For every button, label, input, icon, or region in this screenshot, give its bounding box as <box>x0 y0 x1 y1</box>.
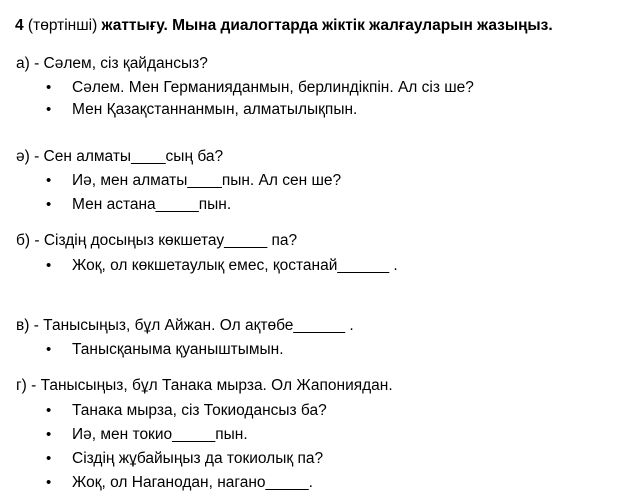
bullet-icon <box>46 172 72 190</box>
dialog-e-answer-1 <box>46 172 341 190</box>
dialog-g-answer-2 <box>46 426 248 444</box>
exercise-instruction: жаттығу. Мына диалогтарда жіктік жалғауларын жазыңыз. <box>101 17 553 34</box>
bullet-icon <box>46 402 72 420</box>
bullet-icon <box>46 101 72 119</box>
bullet-icon <box>46 426 72 444</box>
answer-text: Мен Қазақстаннанмын, алматылықпын. <box>72 101 358 118</box>
answer-text: Сіздің жұбайыңыз да токиолық па? <box>72 450 324 467</box>
answer-text: Иә, мен алматы____пын. Ал сен ше? <box>72 172 342 189</box>
bullet-icon <box>46 474 72 492</box>
answer-text: Танака мырза, сіз Токиодансыз ба? <box>72 402 327 419</box>
dialog-v-question: в) - Танысыңыз, бұл Айжан. Ол ақтөбе______ . <box>16 317 354 334</box>
exercise-heading <box>15 17 553 35</box>
dialog-g-question: г) - Танысыңыз, бұл Танака мырза. Ол Жапониядан. <box>16 377 393 394</box>
dialog-b-answer-1 <box>46 257 398 275</box>
dialog-g-answer-3 <box>46 450 323 468</box>
dialog-a-question: а) - Сәлем, сіз қайдансыз? <box>16 55 208 72</box>
answer-text: Жоқ, ол көкшетаулық емес, қостанай______ . <box>72 257 398 274</box>
dialog-e-question: ә) - Сен алматы____сың ба? <box>16 148 224 165</box>
answer-text: Мен астана_____пын. <box>72 196 232 213</box>
bullet-icon <box>46 341 72 359</box>
dialog-g-answer-4 <box>46 474 313 492</box>
dialog-b-question: б) - Сіздің досыңыз көкшетау_____ па? <box>16 232 298 249</box>
dialog-g-answer-1 <box>46 402 327 420</box>
bullet-icon <box>46 79 72 97</box>
answer-text: Танысқаныма қуаныштымын. <box>72 341 284 358</box>
bullet-icon <box>46 196 72 214</box>
bullet-icon <box>46 257 72 275</box>
answer-text: Жоқ, ол Наганодан, нагано_____. <box>72 474 313 491</box>
answer-text: Сәлем. Мен Германияданмын, берлиндікпін. Ал сіз ше? <box>72 79 474 96</box>
dialog-a-answer-1 <box>46 79 474 97</box>
dialog-v-answer-1 <box>46 341 284 359</box>
bullet-icon <box>46 450 72 468</box>
dialog-e-answer-2 <box>46 196 231 214</box>
dialog-a-answer-2 <box>46 101 357 119</box>
exercise-ordinal: (төртінші) <box>23 17 102 34</box>
answer-text: Иә, мен токио_____пын. <box>72 426 248 443</box>
exercise-number: 4 <box>15 17 24 34</box>
